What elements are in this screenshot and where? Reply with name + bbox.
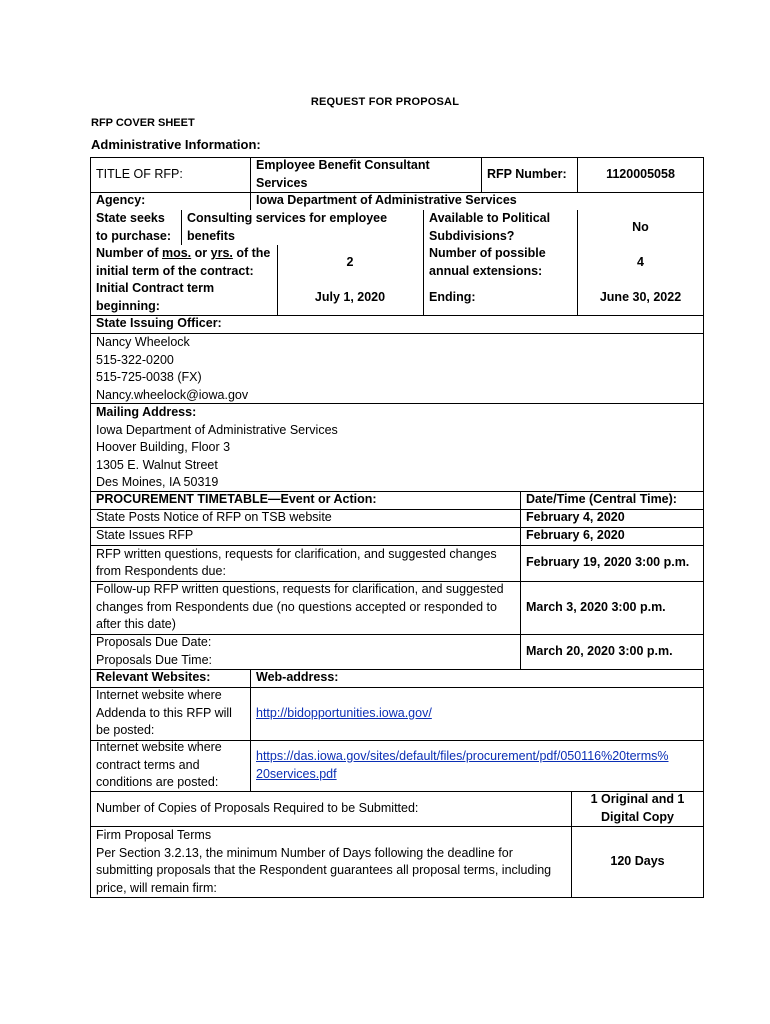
websites-label: Relevant Websites: xyxy=(96,670,211,685)
timetable-header: PROCUREMENT TIMETABLE—Event or Action: xyxy=(96,492,377,507)
mailing-block xyxy=(90,403,704,491)
title-label: TITLE OF RFP: xyxy=(96,166,183,181)
agency-label: Agency: xyxy=(96,193,146,208)
seeks-value: Consulting services for employee benefits xyxy=(187,211,388,243)
rfp-number-value: 1120005058 xyxy=(606,166,675,181)
addenda-url-cell xyxy=(250,687,704,740)
timetable-date: February 4, 2020 xyxy=(526,510,625,525)
timetable-event: Proposals Due Date: Proposals Due Time: xyxy=(96,635,213,667)
timetable-date: March 3, 2020 3:00 p.m. xyxy=(526,599,666,614)
firm-terms-value: 120 Days xyxy=(610,853,665,868)
officer-info: Nancy Wheelock 515-322-0200 515-725-0038 (FX) Nancy.wheelock@iowa.gov xyxy=(96,335,249,402)
cover-sheet-label: RFP COVER SHEET xyxy=(91,117,195,129)
copies-label: Number of Copies of Proposals Required to be Submitted: xyxy=(96,800,419,815)
rfp-cover-table xyxy=(90,157,704,898)
addenda-label: Internet website where Addenda to this RFP will be posted: xyxy=(96,688,232,738)
timetable-event: State Issues RFP xyxy=(96,528,194,543)
document-heading: REQUEST FOR PROPOSAL xyxy=(310,96,460,108)
rfp-number-label: RFP Number: xyxy=(487,166,567,181)
timetable-date-header: Date/Time (Central Time): xyxy=(526,492,677,507)
extensions-value: 4 xyxy=(637,254,644,269)
seeks-label: State seeks to purchase: xyxy=(96,211,172,243)
begin-label: Initial Contract term beginning: xyxy=(96,281,215,313)
extensions-label: Number of possible annual extensions: xyxy=(429,246,546,278)
webaddress-label: Web-address: xyxy=(256,670,339,685)
begin-value: July 1, 2020 xyxy=(314,289,386,304)
agency-value: Iowa Department of Administrative Services xyxy=(256,193,517,208)
political-label: Available to Political Subdivisions? xyxy=(429,211,551,243)
officer-label: State Issuing Officer: xyxy=(96,316,222,331)
timetable-event: State Posts Notice of RFP on TSB website xyxy=(96,510,332,525)
ending-label: Ending: xyxy=(429,289,476,304)
terms-label: Internet website where contract terms and conditions are posted: xyxy=(96,740,222,790)
mailing-label: Mailing Address: xyxy=(96,405,197,419)
political-value: No xyxy=(632,219,649,234)
terms-url-link[interactable]: https://das.iowa.gov/sites/default/files/procurement/pdf/050116%20terms% 20services.pdf xyxy=(256,749,669,781)
admin-info-label: Administrative Information: xyxy=(91,137,261,152)
timetable-event: RFP written questions, requests for clarification, and suggested changes from Respondents due: xyxy=(96,546,497,578)
terms-url-cell xyxy=(250,740,704,791)
copies-value: 1 Original and 1 Digital Copy xyxy=(590,792,685,824)
addenda-url-link[interactable]: http://bidopportunities.iowa.gov/ xyxy=(256,705,432,720)
ending-value: June 30, 2022 xyxy=(599,289,682,304)
timetable-date: March 20, 2020 3:00 p.m. xyxy=(526,643,673,658)
term-value: 2 xyxy=(346,254,354,269)
firm-terms-label: Firm Proposal Terms Per Section 3.2.13, the minimum Number of Days following the deadline for submitting proposals that the Respondent guarantees all proposal terms, including price, will remain firm: xyxy=(96,828,552,895)
mailing-info: Iowa Department of Administrative Services Hoover Building, Floor 3 1305 E. Walnut Street Des Moines, IA 50319 xyxy=(96,422,338,489)
timetable-date: February 6, 2020 xyxy=(526,528,625,543)
title-value: Employee Benefit Consultant Services xyxy=(256,158,430,190)
timetable-event: Follow-up RFP written questions, requests for clarification, and suggested changes from Respondents due (no questions accepted or responded to after this date) xyxy=(96,582,504,632)
timetable-date: February 19, 2020 3:00 p.m. xyxy=(526,555,690,570)
term-label: Number of mos. or yrs. of the initial term of the contract: xyxy=(96,246,271,278)
